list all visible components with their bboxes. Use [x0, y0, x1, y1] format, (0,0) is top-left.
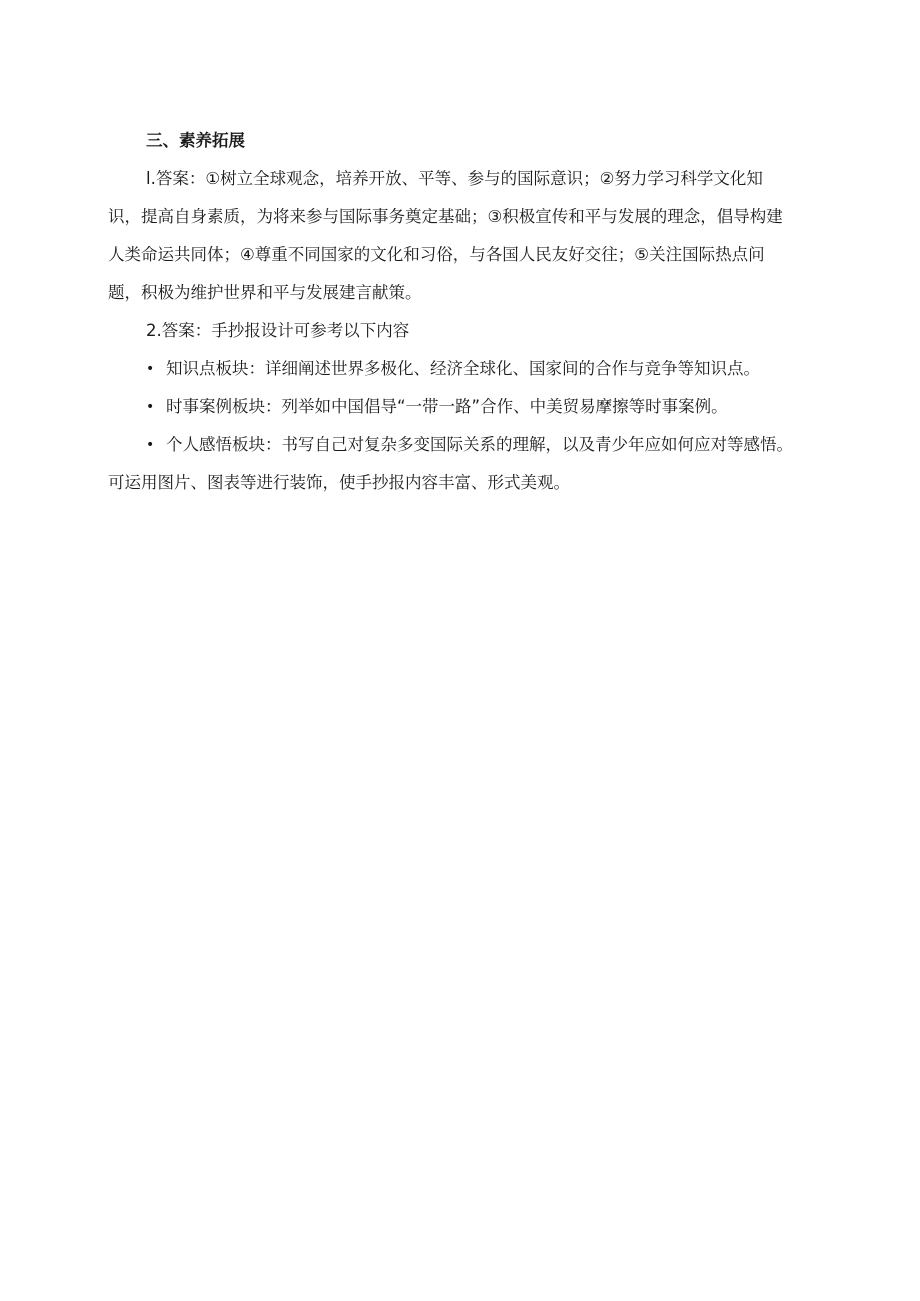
bullet-text: 个人感悟板块：书写自己对复杂多变国际关系的理解，以及青少年应如何应对等感悟。 [166, 435, 793, 454]
answer1-line3: 人类命运共同体；④尊重不同国家的文化和习俗，与各国人民友好交往；⑤关注国际热点问 [108, 245, 765, 264]
bullet-text: 知识点板块：详细阐述世界多极化、经济全球化、国家间的合作与竞争等知识点。 [166, 359, 760, 378]
bullet-dot-icon: • [146, 399, 155, 415]
bullet-item-current-events [108, 388, 808, 426]
answer2-intro: 2.答案：手抄报设计可参考以下内容 [146, 321, 410, 340]
bullet-dot-icon: • [146, 361, 155, 377]
bullet-dot-icon: • [146, 437, 155, 453]
answer1-line1: l.答案：①树立全球观念，培养开放、平等、参与的国际意识；②努力学习科学文化知 [146, 169, 763, 188]
bullet-text: 时事案例板块：列举如中国倡导“一带一路”合作、中美贸易摩擦等时事案例。 [166, 397, 728, 416]
answer1-line2: 识，提高自身素质，为将来参与国际事务奠定基础；③积极宣传和平与发展的理念，倡导构建 [108, 207, 783, 226]
answer1-line4: 题，积极为维护世界和平与发展建言献策。 [108, 283, 422, 302]
bullet-item-personal [108, 426, 808, 464]
document-page [108, 122, 808, 502]
section-heading: 三、素养拓展 [146, 131, 245, 150]
answer2-closing: 可运用图片、图表等进行装饰，使手抄报内容丰富、形式美观。 [108, 473, 570, 492]
bullet-item-knowledge [108, 350, 808, 388]
